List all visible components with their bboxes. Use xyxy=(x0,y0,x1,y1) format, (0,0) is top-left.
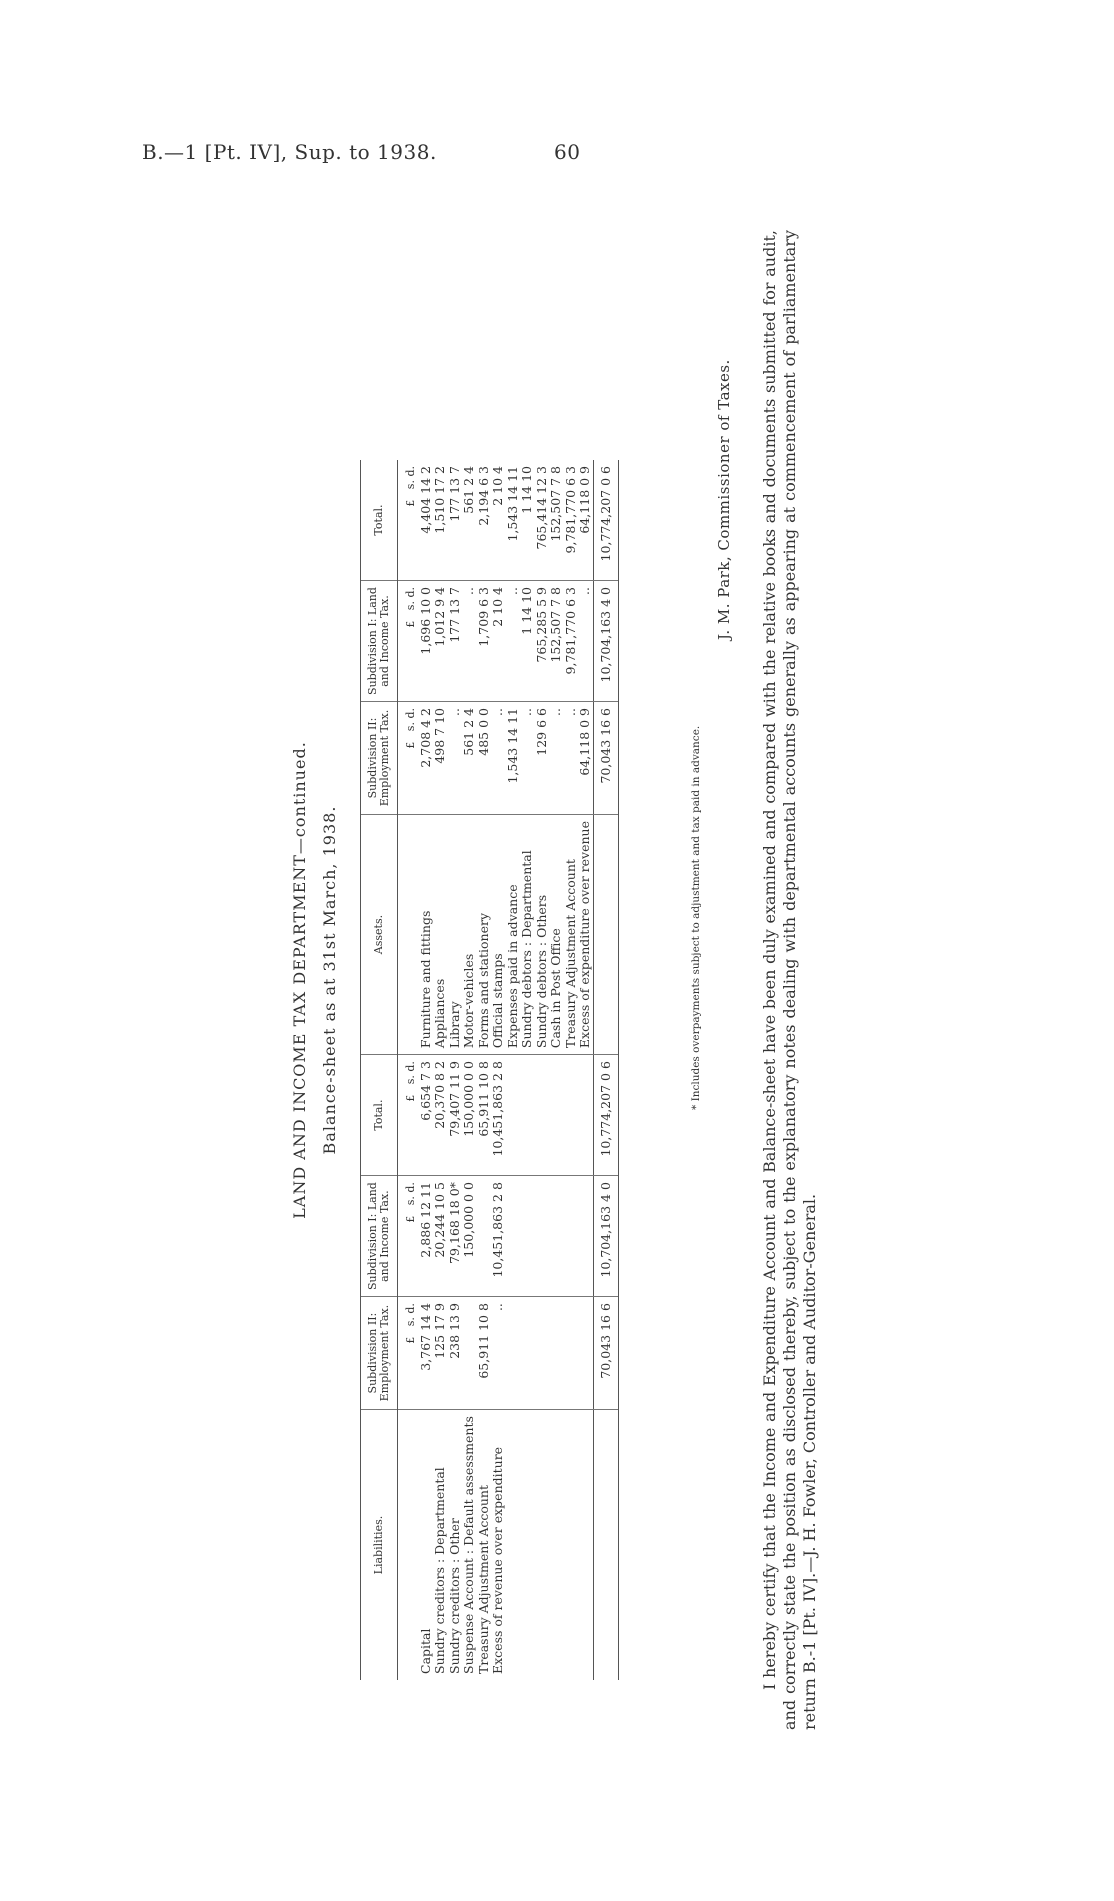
asset-sub1-value: 152,507 7 8 xyxy=(549,581,564,702)
liability-sub2-value xyxy=(506,1297,521,1410)
liabilities-header: Liabilities. xyxy=(361,1410,398,1680)
table-row xyxy=(477,460,492,1680)
liab-sub1-header: Subdivision I: Land and Income Tax. xyxy=(361,1176,398,1297)
asset-total-value: 177 13 7 xyxy=(448,460,463,581)
liability-sub2-value xyxy=(520,1297,535,1410)
asset-sub2-value: 64,118 0 9 xyxy=(578,702,593,815)
asset-sub1-value: 1 14 10 xyxy=(520,581,535,702)
asset-total-value: 9,781,770 6 3 xyxy=(564,460,579,581)
asset-sub2-value: .. xyxy=(491,702,506,815)
liability-total-value: 65,911 10 8 xyxy=(477,1055,492,1176)
asset-label: Cash in Post Office xyxy=(549,815,564,1055)
auditor-certificate xyxy=(760,230,820,1730)
liability-total-value xyxy=(549,1055,564,1176)
liab-total-header: Total. xyxy=(361,1055,398,1176)
liability-label xyxy=(564,1410,579,1680)
liability-total-value: 79,407 11 9 xyxy=(448,1055,463,1176)
table-row xyxy=(433,460,448,1680)
liability-sub1-value xyxy=(506,1176,521,1297)
liabilities-grand-total: 10,774,207 0 6 xyxy=(593,1055,619,1176)
asset-total-value: 4,404 14 2 xyxy=(419,460,434,581)
liability-sub1-value: 150,000 0 0 xyxy=(462,1176,477,1297)
liability-sub1-value: 79,168 18 0* xyxy=(448,1176,463,1297)
balance-sheet-title: Balance-sheet as at 31st March, 1938. xyxy=(320,805,339,1155)
liability-sub2-value: 125 17 9 xyxy=(433,1297,448,1410)
department-title: LAND AND INCOME TAX DEPARTMENT—continued. xyxy=(290,741,309,1219)
liability-sub1-value xyxy=(520,1176,535,1297)
table-row xyxy=(578,460,593,1680)
document-reference: B.—1 [Pt. IV], Sup. to 1938. xyxy=(142,140,437,164)
asset-label: Sundry debtors : Others xyxy=(535,815,550,1055)
asset-total-value: 2 10 4 xyxy=(491,460,506,581)
table-row xyxy=(520,460,535,1680)
table-row xyxy=(419,460,434,1680)
asset-sub1-value: .. xyxy=(462,581,477,702)
asset-sub1-value: 2 10 4 xyxy=(491,581,506,702)
asset-label: Library xyxy=(448,815,463,1055)
footnote: * Includes overpayments subject to adjustment and tax paid in advance. xyxy=(690,725,702,1110)
liability-label xyxy=(549,1410,564,1680)
balance-sheet-body xyxy=(398,460,619,1680)
liability-label: Excess of revenue over expenditure xyxy=(490,1446,505,1674)
liability-sub2-value: 3,767 14 4 xyxy=(419,1297,434,1410)
asset-total-value: 1,543 14 11 xyxy=(506,460,521,581)
asset-sub1-value: .. xyxy=(578,581,593,702)
units-cell: £ s. d. xyxy=(398,702,419,815)
liab-sub2-header: Subdivision II: Employment Tax. xyxy=(361,1297,398,1410)
assets-total-sub1: 10,704,163 4 0 xyxy=(593,581,619,702)
asset-sub2-value: .. xyxy=(564,702,579,815)
asset-label: Official stamps xyxy=(491,815,506,1055)
liability-sub1-value xyxy=(477,1176,492,1297)
asset-sub1-header: Subdivision I: Land and Income Tax. xyxy=(361,581,398,702)
liability-sub2-value xyxy=(564,1297,579,1410)
liability-label: Sundry creditors : Other xyxy=(446,1518,462,1674)
liability-sub2-value: 238 13 9 xyxy=(448,1297,463,1410)
liability-total-value: 150,000 0 0 xyxy=(462,1055,477,1176)
asset-sub2-value: .. xyxy=(549,702,564,815)
liability-label: Capital xyxy=(417,1628,433,1674)
liability-label xyxy=(506,1410,521,1680)
asset-sub2-value: .. xyxy=(448,702,463,815)
asset-total-value: 561 2 4 xyxy=(462,460,477,581)
liability-label xyxy=(578,1410,593,1680)
liability-sub2-value: .. xyxy=(491,1297,506,1410)
asset-sub1-value: 9,781,770 6 3 xyxy=(564,581,579,702)
liability-total-value: 10,451,863 2 8 xyxy=(491,1055,506,1176)
commissioner-signature: J. M. Park, Commissioner of Taxes. xyxy=(715,359,733,640)
table-header-row xyxy=(361,460,398,1680)
asset-total-value: 64,118 0 9 xyxy=(578,460,593,581)
asset-sub2-value: 1,543 14 11 xyxy=(506,702,521,815)
units-cell: £ s. d. xyxy=(398,460,419,581)
asset-sub1-value: 765,285 5 9 xyxy=(535,581,550,702)
page-header xyxy=(142,140,581,164)
liabilities-total-sub1: 10,704,163 4 0 xyxy=(593,1176,619,1297)
table-row xyxy=(549,460,564,1680)
asset-total-value: 2,194 6 3 xyxy=(477,460,492,581)
table-row xyxy=(448,460,463,1680)
liability-sub2-value xyxy=(535,1297,550,1410)
page-number: 60 xyxy=(554,140,581,164)
liability-sub1-value xyxy=(549,1176,564,1297)
asset-label: Motor-vehicles xyxy=(462,815,477,1055)
asset-sub2-value: .. xyxy=(520,702,535,815)
units-cell: £ s. d. xyxy=(398,1055,419,1176)
asset-sub2-value: 498 7 10 xyxy=(433,702,448,815)
asset-label: Treasury Adjustment Account xyxy=(564,815,579,1055)
asset-sub1-value: .. xyxy=(506,581,521,702)
liabilities-total-sub2: 70,043 16 6 xyxy=(593,1297,619,1410)
units-cell: £ s. d. xyxy=(398,581,419,702)
totals-row xyxy=(593,460,619,1680)
liability-total-value: 6,654 7 3 xyxy=(419,1055,434,1176)
liability-sub1-value: 20,244 10 5 xyxy=(433,1176,448,1297)
liability-sub1-value xyxy=(564,1176,579,1297)
asset-sub2-value: 129 6 6 xyxy=(535,702,550,815)
table-row xyxy=(506,460,521,1680)
liability-total-value xyxy=(535,1055,550,1176)
table-row xyxy=(491,460,506,1680)
liability-sub1-value xyxy=(578,1176,593,1297)
liability-sub2-value xyxy=(549,1297,564,1410)
asset-label: Forms and stationery xyxy=(477,815,492,1055)
balance-sheet-table xyxy=(360,460,619,1680)
assets-total-sub2: 70,043 16 6 xyxy=(593,702,619,815)
asset-sub2-value: 485 0 0 xyxy=(477,702,492,815)
asset-sub2-value: 2,708 4 2 xyxy=(419,702,434,815)
asset-total-value: 1 14 10 xyxy=(520,460,535,581)
rotated-balance-sheet xyxy=(290,200,830,1760)
totals-spacer xyxy=(593,1410,619,1680)
liability-total-value xyxy=(564,1055,579,1176)
asset-sub2-value: 561 2 4 xyxy=(462,702,477,815)
asset-total-value: 1,510 17 2 xyxy=(433,460,448,581)
asset-total-value: 765,414 12 3 xyxy=(535,460,550,581)
liability-sub2-value xyxy=(578,1297,593,1410)
asset-sub2-header: Subdivision II: Employment Tax. xyxy=(361,702,398,815)
assets-header: Assets. xyxy=(361,815,398,1055)
asset-total-value: 152,507 7 8 xyxy=(549,460,564,581)
certificate-text: I hereby certify that the Income and Expenditure Account and Balance-sheet have been duly examined and compared with the relative books and documents submitted for audit, and correctly state the position as disclosed thereby, subject to the explanatory notes dealing with departmental accounts generally as appearing at commencement of parliamentary return B.-1 [Pt. IV].—J. H. Fowler, Controller and Auditor-General. xyxy=(760,230,819,1730)
asset-sub1-value: 1,012 9 4 xyxy=(433,581,448,702)
liability-sub1-value xyxy=(535,1176,550,1297)
units-cell: £ s. d. xyxy=(398,1297,419,1410)
liability-label: Sundry creditors : Departmental xyxy=(432,1467,447,1674)
table-row xyxy=(535,460,550,1680)
liability-total-value: 20,370 8 2 xyxy=(433,1055,448,1176)
units-cell: £ s. d. xyxy=(398,1176,419,1297)
asset-sub1-value: 1,696 10 0 xyxy=(419,581,434,702)
table-row xyxy=(564,460,579,1680)
assets-grand-total: 10,774,207 0 6 xyxy=(593,460,619,581)
totals-spacer xyxy=(593,815,619,1055)
asset-label: Furniture and fittings xyxy=(419,815,434,1055)
liability-label: Suspense Account : Default assessments xyxy=(461,1416,476,1674)
liability-sub2-value: 65,911 10 8 xyxy=(477,1297,492,1410)
asset-sub1-value: 1,709 6 3 xyxy=(477,581,492,702)
table-row xyxy=(462,460,477,1680)
liability-sub1-value: 10,451,863 2 8 xyxy=(491,1176,506,1297)
liability-label xyxy=(520,1410,535,1680)
liability-label: Treasury Adjustment Account xyxy=(475,1484,491,1674)
liability-sub1-value: 2,886 12 11 xyxy=(419,1176,434,1297)
liability-total-value xyxy=(506,1055,521,1176)
liability-label xyxy=(535,1410,550,1680)
asset-label: Sundry debtors : Departmental xyxy=(520,815,535,1055)
liability-sub2-value xyxy=(462,1297,477,1410)
asset-label: Expenses paid in advance xyxy=(506,815,521,1055)
asset-sub1-value: 177 13 7 xyxy=(448,581,463,702)
units-row xyxy=(398,460,419,1680)
asset-total-header: Total. xyxy=(361,460,398,581)
liability-total-value xyxy=(520,1055,535,1176)
liability-total-value xyxy=(578,1055,593,1176)
asset-label: Appliances xyxy=(433,815,448,1055)
asset-label: Excess of expenditure over revenue xyxy=(578,815,593,1055)
